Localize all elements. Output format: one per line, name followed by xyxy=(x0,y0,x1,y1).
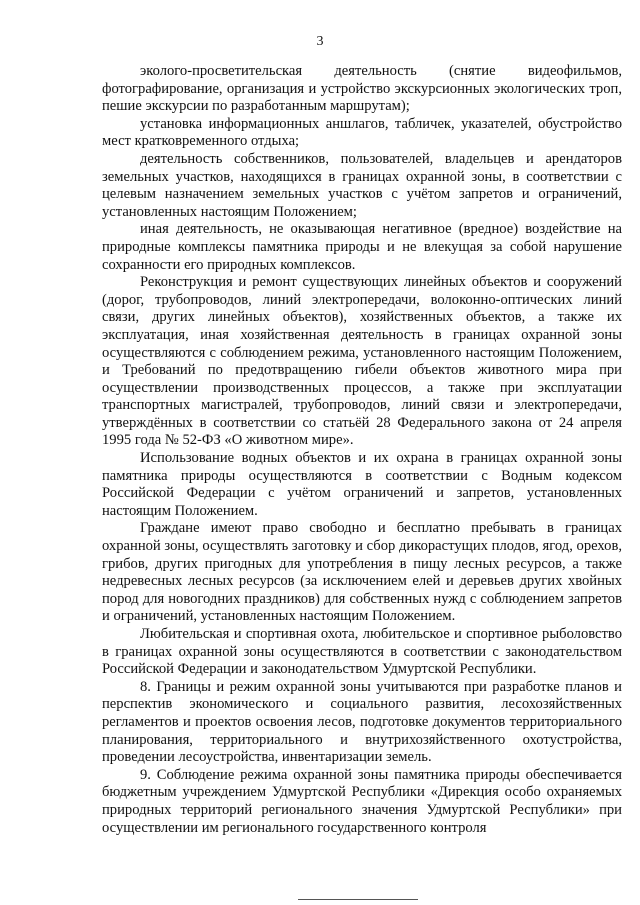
paragraph-reconstruction: Реконструкция и ремонт существующих линейных объектов и сооружений (дорог, трубопроводов, линий электропередачи, волоконно-оптических линий связи, других линейных объектов), хозяйственных объектов, а также их эксплуатация, иная хозяйственная деятельность в границах охранной зоны осуществляются с соблюдением режима, установленного настоящим Положением, и Требований по предотвращению гибели объектов животного мира при осуществлении производственных процессов, а также при эксплуатации транспортных магистралей, трубопроводов, линий связи и электропередачи, утверждённых в соответствии со статьёй 28 Федерального закона от 24 апреля 1995 года № 52-ФЗ «О животном мире». xyxy=(102,274,622,449)
paragraph-water-objects: Использование водных объектов и их охрана в границах охранной зоны памятника природы осуществляются в соответствии с Водным кодексом Российской Федерации с учётом ограничений и запретов, установленных настоящим Положением. xyxy=(102,450,622,519)
paragraph-clause-9: 9. Соблюдение режима охранной зоны памятника природы обеспечивается бюджетным учреждением Удмуртской Республики «Дирекция особо охраняемых природных территорий регионального значения Удмуртской Республики» при осуществлении им регионального государственного контроля xyxy=(102,766,622,836)
page-number: 3 xyxy=(316,34,324,49)
paragraph-clause-8: 8. Границы и режим охранной зоны учитываются при разработке планов и перспектив экономического и социального развития, лесохозяйственных регламентов и проектов освоения лесов, подготовке документов территориального планирования, территориального и внутрихозяйственного охотустройства, проведении лесоустройства, инвентаризации земель. xyxy=(102,678,622,766)
paragraph-other-activity: иная деятельность, не оказывающая негативное (вредное) воздействие на природные комплексы памятника природы и не влекущая за собой нарушение сохранности его природных комплексов. xyxy=(102,221,622,273)
paragraph-eco-education: эколого-просветительская деятельность (снятие видеофильмов, фотографирование, организация и устройство экскурсионных экологических троп, пешие экскурсии по разработанным маршрутам); xyxy=(102,63,622,115)
paragraph-land-owners: деятельность собственников, пользователей, владельцев и арендаторов земельных участков, находящихся в границах охранной зоны, в соответствии с целевым назначением земельных участков с учётом запретов и ограничений, установленных настоящим Положением; xyxy=(102,150,622,220)
paragraph-citizens-rights: Граждане имеют право свободно и бесплатно пребывать в границах охранной зоны, осуществлять заготовку и сбор дикорастущих плодов, ягод, орехов, грибов, других пригодных для употребления в пищу лесных ресурсов, а также недревесных лесных ресурсов (за исключением елей и деревьев других хвойных пород для новогодних праздников) для собственных нужд с соблюдением запретов и ограничений, установленных настоящим Положением. xyxy=(102,520,622,625)
paragraph-hunting-fishing: Любительская и спортивная охота, любительское и спортивное рыболовство в границах охранной зоны осуществляются в соответствии с законодательством Российской Федерации и законодательством Удмуртской Республики. xyxy=(102,626,622,678)
paragraph-info-signs: установка информационных аншлагов, табличек, указателей, обустройство мест кратковременного отдыха; xyxy=(102,115,622,150)
document-body xyxy=(102,63,622,837)
page-bottom-line xyxy=(298,899,418,902)
